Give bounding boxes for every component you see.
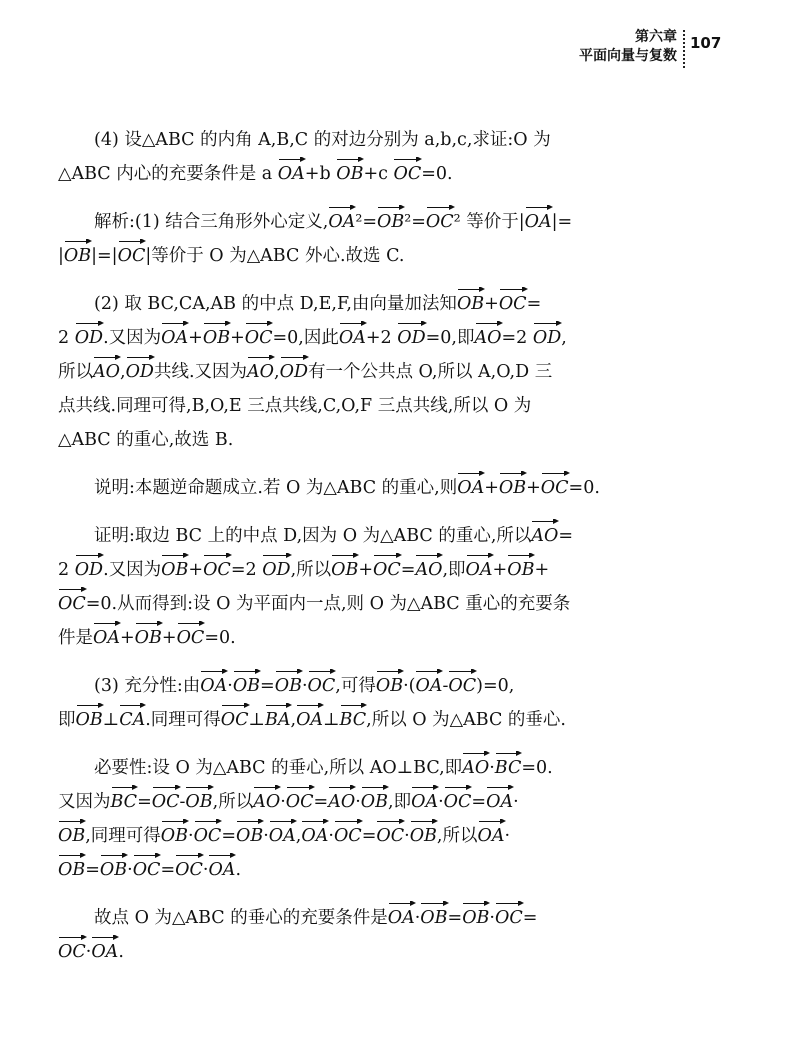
vector-symbol: OC — [194, 819, 222, 853]
vector-symbol: OD — [126, 355, 154, 389]
paragraph — [58, 205, 661, 273]
vector-symbol: OB — [457, 287, 484, 321]
text-line: 故点 O 为△ABC 的垂心的充要条件是OA·OB=OB·OC= — [58, 901, 661, 935]
vector-symbol: OC — [541, 471, 569, 505]
vector-symbol: BC — [111, 785, 138, 819]
vector-symbol: OC — [499, 287, 527, 321]
vector-symbol: OA — [415, 669, 442, 703]
text-line: 必要性:设 O 为△ABC 的垂心,所以 AO⊥BC,即AO·BC=0. — [58, 751, 661, 785]
vector-symbol: OB — [161, 819, 188, 853]
vector-symbol: OB — [203, 321, 230, 355]
vector-symbol: OB — [185, 785, 212, 819]
vector-symbol: OD — [280, 355, 308, 389]
vector-symbol: OC — [286, 785, 314, 819]
text-line: 点共线.同理可得,B,O,E 三点共线,C,O,F 三点共线,所以 O 为 — [58, 396, 532, 416]
vector-symbol: AO — [475, 321, 502, 355]
text-line: OB=OB·OC=OC·OA. — [58, 853, 661, 887]
vector-symbol: OC — [58, 935, 86, 969]
vector-symbol: OC — [426, 205, 454, 239]
vector-symbol: OB — [410, 819, 437, 853]
vector-symbol: OC — [393, 157, 421, 191]
text-line: OC·OA. — [58, 935, 661, 969]
vector-symbol: OB — [76, 703, 103, 737]
paragraph — [58, 287, 661, 457]
text-line: △ABC 内心的充要条件是 a OA+b OB+c OC=0. — [58, 157, 661, 191]
vector-symbol: OA — [328, 205, 355, 239]
vector-symbol: OA — [269, 819, 296, 853]
vector-symbol: OA — [411, 785, 438, 819]
vector-symbol: OB — [64, 239, 91, 273]
vector-symbol: AO — [253, 785, 280, 819]
text-line: 即OB⊥CA.同理可得OC⊥BA,OA⊥BC,所以 O 为△ABC 的垂心. — [58, 703, 661, 737]
page-body — [58, 123, 661, 983]
vector-symbol: OA — [91, 935, 118, 969]
paragraph — [58, 471, 661, 505]
vector-symbol: OC — [177, 621, 205, 655]
vector-symbol: OC — [245, 321, 273, 355]
paragraph — [58, 901, 661, 969]
vector-symbol: OB — [507, 553, 534, 587]
vector-symbol: OC — [373, 553, 401, 587]
vector-symbol: AO — [93, 355, 120, 389]
text-line: |OB|=|OC|等价于 O 为△ABC 外心.故选 C. — [58, 239, 661, 273]
text-line: 说明:本题逆命题成立.若 O 为△ABC 的重心,则OA+OB+OC=0. — [58, 471, 661, 505]
vector-symbol: OD — [75, 321, 103, 355]
paragraph — [58, 123, 661, 191]
text-line: 2 OD.又因为OA+OB+OC=0,因此OA+2 OD=0,即AO=2 OD, — [58, 321, 661, 355]
vector-symbol: OB — [233, 669, 260, 703]
vector-symbol: OB — [275, 669, 302, 703]
vector-symbol: OD — [262, 553, 290, 587]
vector-symbol: OA — [525, 205, 552, 239]
vector-symbol: OB — [361, 785, 388, 819]
vector-symbol: OA — [296, 703, 323, 737]
vector-symbol: OA — [478, 819, 505, 853]
header-divider — [683, 30, 685, 68]
vector-symbol: OC — [495, 901, 523, 935]
paragraph — [58, 751, 661, 887]
vector-symbol: OC — [203, 553, 231, 587]
text-line: 2 OD.又因为OB+OC=2 OD,所以OB+OC=AO,即OA+OB+ — [58, 553, 661, 587]
vector-symbol: OA — [339, 321, 366, 355]
vector-symbol: OA — [208, 853, 235, 887]
vector-symbol: OB — [499, 471, 526, 505]
vector-symbol: AO — [415, 553, 442, 587]
vector-symbol: BA — [265, 703, 291, 737]
vector-symbol: AO — [328, 785, 355, 819]
vector-symbol: OB — [58, 853, 85, 887]
vector-symbol: OA — [466, 553, 493, 587]
vector-symbol: OA — [457, 471, 484, 505]
vector-symbol: CA — [119, 703, 145, 737]
text-line: 所以AO,OD共线.又因为AO,OD有一个公共点 O,所以 A,O,D 三 — [58, 355, 661, 389]
vector-symbol: AO — [462, 751, 489, 785]
vector-symbol: OB — [135, 621, 162, 655]
text-line: OC=0.从而得到:设 O 为平面内一点,则 O 为△ABC 重心的充要条 — [58, 587, 661, 621]
vector-symbol: OC — [308, 669, 336, 703]
text-line: (4) 设△ABC 的内角 A,B,C 的对边分别为 a,b,c,求证:O 为 — [94, 130, 551, 150]
vector-symbol: OC — [133, 853, 161, 887]
vector-symbol: OA — [93, 621, 120, 655]
vector-symbol: OA — [301, 819, 328, 853]
vector-symbol: OB — [377, 205, 404, 239]
chapter-title: 平面向量与复数 — [579, 48, 677, 64]
paragraph — [58, 519, 661, 655]
vector-symbol: OD — [533, 321, 561, 355]
vector-symbol: OA — [278, 157, 305, 191]
vector-symbol: OA — [200, 669, 227, 703]
vector-symbol: OB — [161, 553, 188, 587]
vector-symbol: OB — [331, 553, 358, 587]
vector-symbol: OB — [100, 853, 127, 887]
vector-symbol: OC — [152, 785, 180, 819]
vector-symbol: OB — [376, 669, 403, 703]
text-line: △ABC 的重心,故选 B. — [58, 430, 234, 450]
vector-symbol: OC — [58, 587, 86, 621]
vector-symbol: OB — [336, 157, 363, 191]
text-line: 又因为BC=OC-OB,所以AO·OC=AO·OB,即OA·OC=OA· — [58, 785, 661, 819]
vector-symbol: OD — [75, 553, 103, 587]
vector-symbol: OC — [221, 703, 249, 737]
vector-symbol: OA — [388, 901, 415, 935]
text-line: 件是OA+OB+OC=0. — [58, 621, 661, 655]
vector-symbol: OA — [161, 321, 188, 355]
vector-symbol: BC — [340, 703, 367, 737]
vector-symbol: OB — [420, 901, 447, 935]
text-line: (3) 充分性:由OA·OB=OB·OC,可得OB·(OA-OC)=0, — [58, 669, 661, 703]
vector-symbol: OB — [462, 901, 489, 935]
chapter-label: 第六章 — [635, 29, 677, 45]
vector-symbol: OD — [397, 321, 425, 355]
vector-symbol: AO — [247, 355, 274, 389]
text-line: 证明:取边 BC 上的中点 D,因为 O 为△ABC 的重心,所以AO= — [58, 519, 661, 553]
vector-symbol: BC — [495, 751, 522, 785]
vector-symbol: OC — [444, 785, 472, 819]
vector-symbol: AO — [531, 519, 558, 553]
text-line: OB,同理可得OB·OC=OB·OA,OA·OC=OC·OB,所以OA· — [58, 819, 661, 853]
page-header — [0, 28, 799, 68]
vector-symbol: OC — [448, 669, 476, 703]
vector-symbol: OA — [486, 785, 513, 819]
vector-symbol: OB — [236, 819, 263, 853]
vector-symbol: OB — [58, 819, 85, 853]
vector-symbol: OC — [175, 853, 203, 887]
vector-symbol: OC — [334, 819, 362, 853]
running-head — [579, 28, 677, 66]
page-number: 107 — [690, 34, 722, 52]
text-line: 解析:(1) 结合三角形外心定义,OA²=OB²=OC² 等价于|OA|= — [58, 205, 661, 239]
paragraph — [58, 669, 661, 737]
text-line: (2) 取 BC,CA,AB 的中点 D,E,F,由向量加法知OB+OC= — [58, 287, 661, 321]
vector-symbol: OC — [118, 239, 146, 273]
vector-symbol: OC — [376, 819, 404, 853]
